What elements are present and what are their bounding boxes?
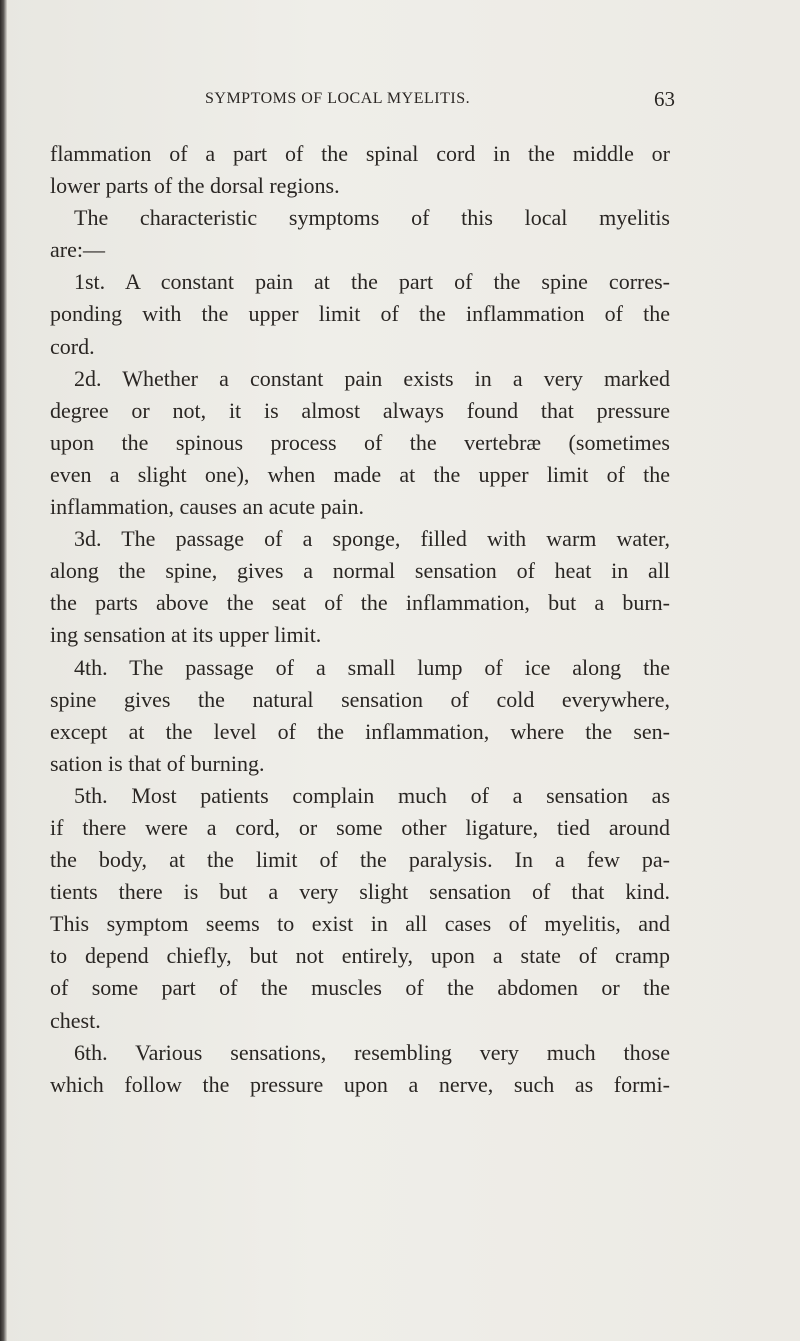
- text-line: 1st. A constant pain at the part of the spine corres-: [74, 269, 670, 295]
- text-line: lower parts of the dorsal regions.: [50, 173, 340, 199]
- text-line: the parts above the seat of the inflammation, but a burn-: [50, 590, 670, 616]
- text-line: 2d. Whether a constant pain exists in a very marked: [74, 365, 670, 391]
- running-title: SYMPTOMS OF LOCAL MYELITIS.: [205, 90, 471, 107]
- text-line: except at the level of the inflammation, where the sen-: [50, 718, 670, 744]
- text-line: cord.: [50, 333, 95, 359]
- text-line: chest.: [50, 1007, 101, 1033]
- text-line: which follow the pressure upon a nerve, such as formi-: [50, 1071, 670, 1097]
- text-line: The characteristic symptoms of this local myelitis: [74, 205, 670, 231]
- text-line: This symptom seems to exist in all cases of myelitis, and: [50, 911, 670, 937]
- text-line: upon the spinous process of the vertebræ (sometimes: [50, 429, 670, 455]
- text-line: to depend chiefly, but not entirely, upon a state of cramp: [50, 943, 670, 969]
- text-line: degree or not, it is almost always found that pressure: [50, 397, 670, 423]
- text-line: ing sensation at its upper limit.: [50, 622, 322, 648]
- text-line: if there were a cord, or some other ligature, tied around: [50, 814, 670, 840]
- text-line: 3d. The passage of a sponge, filled with warm water,: [74, 526, 670, 552]
- text-line: of some part of the muscles of the abdomen or the: [50, 975, 670, 1001]
- text-line: even a slight one), when made at the upper limit of the: [50, 461, 670, 487]
- text-line: are:—: [50, 237, 105, 263]
- text-line: 4th. The passage of a small lump of ice along the: [74, 654, 670, 680]
- page-number: 63: [654, 87, 675, 111]
- text-line: flammation of a part of the spinal cord in the middle or: [50, 141, 670, 166]
- text-line: tients there is but a very slight sensation of that kind.: [50, 879, 670, 905]
- text-line: sation is that of burning.: [50, 750, 265, 776]
- running-head: [205, 84, 675, 114]
- text-line: along the spine, gives a normal sensation of heat in all: [50, 558, 670, 584]
- text-line: 6th. Various sensations, resembling very much those: [74, 1039, 670, 1065]
- text-line: the body, at the limit of the paralysis. In a few pa-: [50, 847, 670, 873]
- text-line: inflammation, causes an acute pain.: [50, 494, 364, 520]
- text-line: 5th. Most patients complain much of a sensation as: [74, 782, 670, 808]
- text-line: ponding with the upper limit of the inflammation of the: [50, 301, 670, 327]
- text-line: spine gives the natural sensation of cold everywhere,: [50, 686, 670, 712]
- body-text: [50, 138, 670, 1101]
- binding-edge: [0, 0, 7, 1341]
